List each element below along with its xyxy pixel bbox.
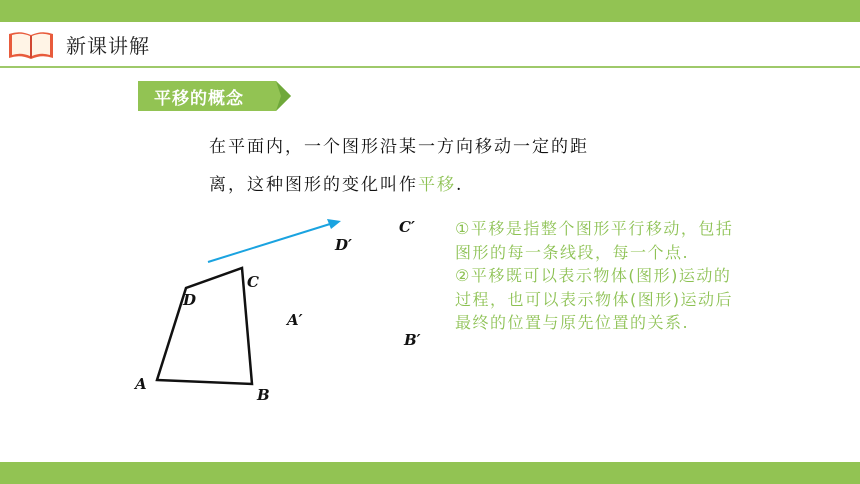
label-d-prime: D′	[335, 236, 352, 254]
definition-line-1: 在平面内，一个图形沿某一方向移动一定的距	[209, 137, 589, 157]
bottom-banner	[0, 462, 860, 484]
notes-box	[455, 217, 745, 335]
concept-tag-label: 平移的概念	[154, 89, 244, 109]
section-title: 新课讲解	[66, 34, 150, 58]
translation-arrow	[208, 224, 330, 262]
note-1: ①平移是指整个图形平行移动，包括图形的每一条线段，每一个点.	[455, 219, 734, 262]
label-b: B	[257, 386, 270, 404]
definition-term: 平移	[418, 175, 456, 195]
label-d: D	[183, 291, 197, 309]
label-c-prime: C′	[399, 218, 415, 236]
definition-line-2-text: 离，这种图形的变化叫作	[209, 175, 418, 195]
label-a-prime: A′	[287, 311, 303, 329]
label-c: C	[247, 273, 259, 291]
quadrilateral-abcd	[157, 268, 252, 384]
note-2: ②平移既可以表示物体(图形)运动的过程，也可以表示物体(图形)运动后最终的位置与原先位置的关系.	[455, 266, 733, 332]
definition-line-2-end: .	[456, 175, 464, 195]
label-a: A	[135, 375, 147, 393]
arrow-head-icon	[327, 219, 341, 229]
label-b-prime: B′	[404, 331, 421, 349]
